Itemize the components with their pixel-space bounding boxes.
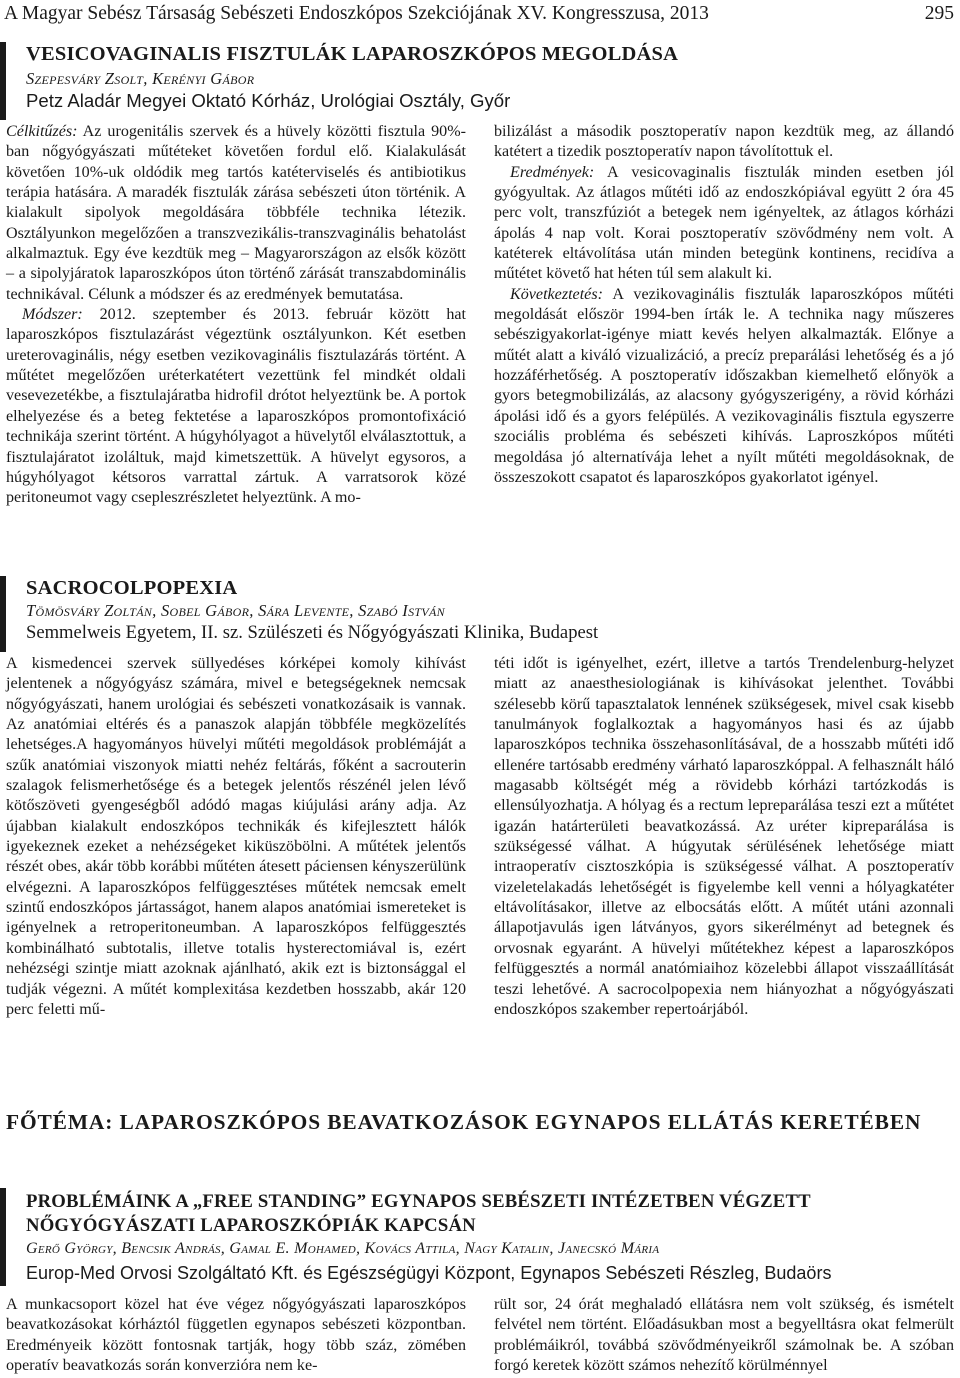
- paragraph-continued: bilizálást a második posztoperatív napon kezdtük meg, az állandó katétert a tizedik posztoperatív napon távolítottuk el.: [494, 123, 954, 161]
- abstract-title: VESICOVAGINALIS FISZTULÁK LAPAROSZKÓPOS MEGOLDÁSA: [26, 43, 679, 65]
- abstract-left-column: [6, 122, 466, 509]
- section-marker-bar: [0, 1188, 6, 1286]
- paragraph-body: A kismedencei szervek süllyedéses kórképei komoly kihívást jelentenek a nőgyógyász számára, mivel e betegségeknek nemcsak nőgyógyászati, hanem urológiai és sebészeti vonatkozásaik is vannak. Az anatómiai eltérés és a panaszok alapján többféle megközelítés lehetséges.A hagyományos hüvelyi műtéti megoldások problémáját a szűk anatómiai viszonyok miatti nehéz feltárás, főként a sacrouterin szalagok felismerhetősége és a betegek jelentős részénél jelen lévő kötőszöveti gyengeségből adódó magas kiújulási arány adja. Az újabban kialakult endoszkópos technikák és kifejlesztett hálók igyekeznek ezeket a nehézségeket kiküszöbölni. A műtétek jelentős részét obes, akár több korábbi műtéten átesett páciensen kényszerülünk elvégezni. A laparoszkópos felfüggesztéses műtétek nemcsak emelt szintű endoszkópos jártasságot, hanem alapos anatómiai ismereteket is igényelnek a retroperitoneumban. A laparoszkópos felfüggesztés kombinálható subtotalis, illetve totalis hysterectomiával is, ezért nehézségi szintje miatt azoknak ajánlható, akik ezt is biztonsággal el tudják végezni. A műtét komplexitása kezdetben hosszabb, akár 120 perc feletti mű-: [6, 655, 466, 1018]
- paragraph-method: [6, 305, 466, 508]
- journal-title: A Magyar Sebész Társaság Sebészeti Endoszkópos Szekciójának XV. Kongresszusa, 2013: [4, 3, 709, 24]
- abstract-title-line2: NŐGYÓGYÁSZATI LAPAROSZKÓPIÁK KAPCSÁN: [26, 1215, 476, 1236]
- text-conclusion: A vezikovaginális fisztulák laparoszkópos műtéti megoldását először 1994-ben írták le. A technika nagy műszeres sebészigyakorlat-igénye miatt kevés helyen alkalmazták. Előnye a műtét alatt a kiváló vizualizáció, a precíz preparálási lehetőség és a jó hozzáférhetőség. A posztoperatív időszakban kiemelhető előnyök a gyors betegmobilizálás, az alacsony gyógyszerigény, a rövid kórházi ápolási idő és a gyors felépülés. A vezikovaginális fisztula egyszerre szociális probléma és sebészeti kihívás. Laproszkópos műtéti megoldása jó alternatívája lehet a nyílt műtéti megoldásoknak, de összeszokott csapatot és laparoszkópos gyakorlatot igényel.: [494, 285, 954, 486]
- abstract-authors: Szepesváry Zsolt, Kerényi Gábor: [26, 69, 255, 88]
- page-number: 295: [924, 3, 954, 24]
- text-objective: Az urogenitális szervek és a hüvely közötti fisztula 90%-ban nőgyógyászati műtéteket követően fordul elő. Kialakulását követően 10%-uk oldódik meg tartós katéterviselés és antibiotikus terápia hatására. A maradék fisztulák zárása sebészeti úton történik. A kialakult sipolyok megoldására többféle technika létezik. Osztályunkon megelőzően a transzvezikális-transzvaginális behatolást alkalmaztuk. Egy éve kezdtük meg – Magyarországon az elsők között – a sipolyjáratok laparoszkópos úton történő zárását transzabdominális technikával. Célunk a módszer és az eredmények bemutatása.: [6, 123, 466, 303]
- paragraph-conclusion: [494, 285, 954, 488]
- label-results: Eredmények:: [510, 163, 595, 181]
- abstract-affiliation: Petz Aladár Megyei Oktató Kórház, Urológiai Osztály, Győr: [26, 90, 511, 111]
- abstract-affiliation: Europ-Med Orvosi Szolgáltató Kft. és Egészségügyi Központ, Egynapos Sebészeti Részleg, Budaörs: [26, 1263, 832, 1283]
- paragraph-objective: [6, 122, 466, 305]
- running-head: [0, 0, 960, 30]
- abstract-authors: Gerő György, Bencsik András, Gamal E. Mohamed, Kovács Attila, Nagy Katalin, Janecskó Mária: [26, 1240, 660, 1257]
- abstract-authors: Tömösváry Zoltán, Sobel Gábor, Sára Levente, Szabó István: [26, 601, 445, 620]
- abstract-right-column: [494, 654, 954, 1020]
- abstract-title-line1: PROBLÉMÁINK A „FREE STANDING” EGYNAPOS SEBÉSZETI INTÉZETBEN VÉGZETT: [26, 1191, 811, 1212]
- text-results: A vesicovaginalis fisztulák minden esetben jól gyógyultak. Az átlagos műtéti idő az endoszkópiával együtt 2 óra 45 perc volt, transzfúziót a betegek nem igényeltek, az átlagos kórházi ápolás 4 nap volt. Korai posztoperatív szövődmény nem volt. A katéterek eltávolítása után minden betegünk kontinens, recidíva a műtétet követő hat héten túl sem alakult ki.: [494, 163, 954, 283]
- paragraph-results: [494, 163, 954, 285]
- main-theme-heading: FŐTÉMA: LAPAROSZKÓPOS BEAVATKOZÁSOK EGYNAPOS ELLÁTÁS KERETÉBEN: [6, 1110, 922, 1134]
- abstract-left-column: [6, 1295, 466, 1376]
- abstract-title: SACROCOLPOPEXIA: [26, 577, 238, 599]
- label-objective: Célkitűzés:: [6, 123, 78, 140]
- abstract-affiliation: Semmelweis Egyetem, II. sz. Szülészeti és Nőgyógyászati Klinika, Budapest: [26, 622, 599, 643]
- abstract-left-column: [6, 654, 466, 1020]
- text-method: 2012. szeptember és 2013. február között hat laparoszkópos fisztulazárást végeztünk osztályunkon. Két esetben ureterovaginális, négy esetben vezikovaginális fisztulazárás történt. A műtétet megelőzően uréterkatétert vezettünk fel mindkét oldali vesevezetékbe, a fisztulajáratba hidrofil drótot helyeztünk be. A portok elhelyezése és a beteg fektetése a laparoszkópos promontofixáció technikája szerint történt. A húgyhólyagot a hüvelytől elválasztottuk, a fisztulajáratot izoláltuk, majd kimetszettük. A hüvelyt egysoros, a húgyhólyagot kétsoros varrattal zártuk. A varratsorok közé peritoneumot vagy csepleszrészletet helyeztünk. A mo-: [6, 306, 466, 507]
- paragraph-body: rült sor, 24 órát meghaladó ellátásra nem volt szükség, és ismételt felvétel nem történt. Előadásukban most a begyelltásra okat felmerült problémáikról, továbbá szövődményeikről számolnak be. A szóban forgó keretek között számos nehezítő körülménnyel: [494, 1296, 954, 1375]
- abstract-right-column: [494, 1295, 954, 1376]
- paragraph-body: A munkacsoport közel hat éve végez nőgyógyászati laparoszkópos beavatkozásokat kórháztól független egynapos sebészeti központban. Eredményeik között fontosnak tartják, hogy több száz, zömében operatív beavatkozás során konverzióra nem ke-: [6, 1296, 466, 1375]
- section-marker-bar: [0, 42, 6, 120]
- label-conclusion: Következtetés:: [510, 285, 603, 303]
- section-marker-bar: [0, 576, 6, 652]
- paragraph-body: téti időt is igényelhet, ezért, illetve a tartós Trendelenburg-helyzet miatt az anaesthesiologiának is kihívásokat jelenthet. További szélesebb körű tapasztalatok lennének szükségesek, mivel csak kisebb tanulmányok foglalkoztak a hagyományos hasi és az újabb laparoszkópos technika összehasonlításával, de a hosszabb műtéti idő ellenére tartósabb eredmény várható laparoszkóppal. A felhasznált háló magasabb költségét még a rövidebb kórházi tartózkodás is ellensúlyozhatja. A hólyag és a rectum lepreparálása teszi ezt a műtétet igazán határterületi beavatkozássá. Az uréter kipreparálása is szükségessé válhat. A húgyutak sérülésének lehetősége miatt intraoperatív cisztoszkópia is szükségessé válhat. A posztoperatív vizeletelakadás lehetőségét is figyelembe kell venni a hólyagkatéter eltávolításakor, illetve az elbocsátás előtt. A műtét utáni azonnali állapotjavulás igen látványos, gyors sikerélményt ad betegnek és orvosnak egyaránt. A hüvelyi műtétekhez képest a laparoszkópos felfüggesztés a normál anatómiaihoz közelebbi állapot visszaállítását teszi lehetővé. A sacrocolpopexia nem hiányozhat a nőgyógyászati endoszkópos szakember repertoárjából.: [494, 655, 954, 1018]
- label-method: Módszer:: [22, 306, 83, 324]
- abstract-right-column: [494, 122, 954, 488]
